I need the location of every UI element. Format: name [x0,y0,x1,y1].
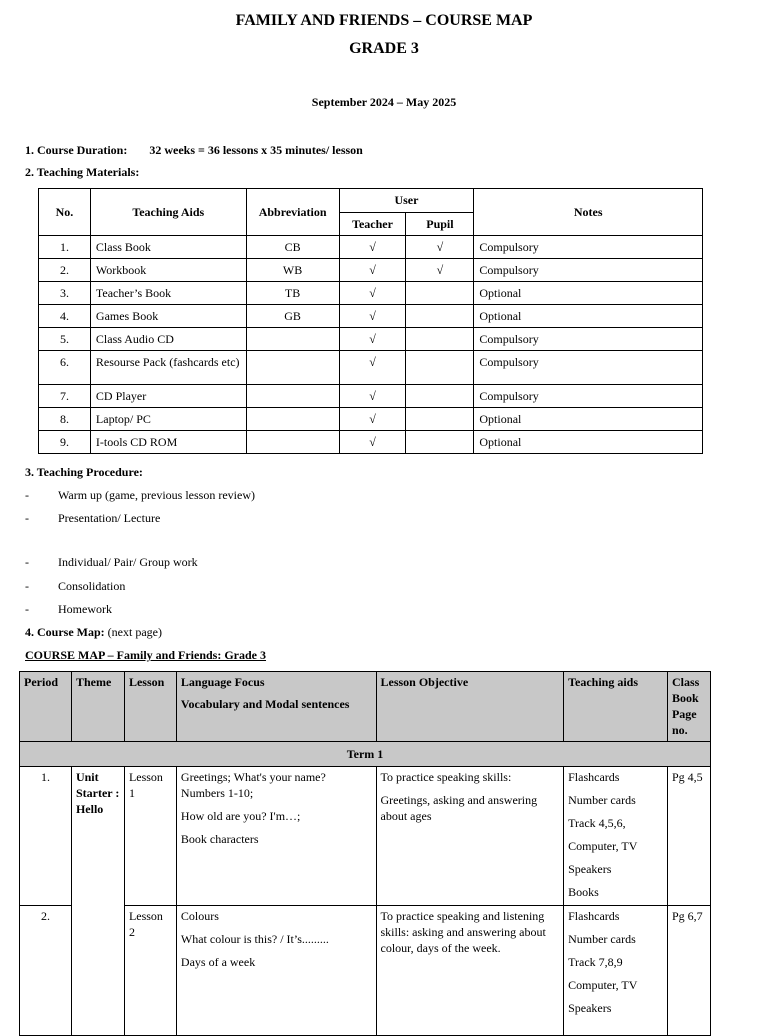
teacher-cell: √ [339,236,406,259]
pupil-cell [406,408,474,431]
teaching-procedure-label: 3. Teaching Procedure: [25,465,143,479]
teacher-cell: √ [339,385,406,408]
pupil-cell: √ [406,259,474,282]
aid-cell: Teacher’s Book [90,282,246,305]
procedure-item: - Presentation/ Lecture [25,511,161,525]
focus-cell: Greetings; What's your name? Numbers 1-10; How old are you? I'm…; Book characters [176,767,376,906]
teacher-cell: √ [339,431,406,454]
aid-cell: Class Audio CD [90,328,246,351]
pupil-cell [406,328,474,351]
course-map-table [19,671,711,1036]
course-duration-value: 32 weeks = 36 lessons x 35 minutes/ lesson [149,143,363,157]
col-language-focus-header: Language Focus Vocabulary and Modal sentences [176,672,376,742]
course-duration [25,143,363,158]
notes-cell: Compulsory [474,236,703,259]
objective-cell: To practice speaking skills: Greetings, asking and answering about ages [376,767,564,906]
teacher-cell: √ [339,408,406,431]
course-map-heading: COURSE MAP – Family and Friends: Grade 3 [25,648,267,662]
objective-cell: To practice speaking and listening skills: asking and answering about colour, days of the week. [376,906,564,1036]
focus-cell: Colours What colour is this? / It’s......... Days of a week [176,906,376,1036]
aid-cell: CD Player [90,385,246,408]
col-pupil-header: Pupil [406,213,474,236]
teacher-cell: √ [339,259,406,282]
abbreviation-cell: CB [246,236,339,259]
notes-cell: Compulsory [474,328,703,351]
procedure-item: - Individual/ Pair/ Group work [25,555,198,569]
notes-cell: Optional [474,282,703,305]
table-row [39,431,703,454]
teacher-cell: √ [339,305,406,328]
col-no-header: No. [39,189,91,236]
notes-cell: Optional [474,305,703,328]
abbreviation-cell [246,431,339,454]
col-lesson-objective-header: Lesson Objective [376,672,564,742]
school-year: September 2024 – May 2025 [311,95,457,109]
procedure-item: - Consolidation [25,579,126,593]
col-abbreviation-header: Abbreviation [246,189,339,236]
aid-cell: Games Book [90,305,246,328]
aid-cell: Workbook [90,259,246,282]
grade-heading: GRADE 3 [349,40,419,57]
document-title: FAMILY AND FRIENDS – COURSE MAP [235,12,533,29]
course-map-label: 4. Course Map: (next page) [25,625,162,639]
no-cell: 9. [39,431,91,454]
aids-cell: Flashcards Number cards Track 7,8,9 Computer, TV Speakers [564,906,668,1036]
period-cell: 1. [20,767,72,906]
abbreviation-cell [246,408,339,431]
notes-cell: Compulsory [474,259,703,282]
pupil-cell: √ [406,236,474,259]
theme-cell: Unit Starter : Hello [71,767,124,1036]
table-row [39,385,703,408]
no-cell: 8. [39,408,91,431]
abbreviation-cell [246,328,339,351]
table-row [20,767,711,906]
col-notes-header: Notes [474,189,703,236]
abbreviation-cell [246,385,339,408]
no-cell: 1. [39,236,91,259]
procedure-item: - Warm up (game, previous lesson review) [25,488,255,502]
pupil-cell [406,305,474,328]
no-cell: 3. [39,282,91,305]
teaching-materials-table [38,188,703,454]
aid-cell: Class Book [90,236,246,259]
col-user-header: User [339,189,474,213]
term-row: Term 1 [20,742,711,767]
abbreviation-cell: TB [246,282,339,305]
notes-cell: Optional [474,431,703,454]
aids-cell: Flashcards Number cards Track 4,5,6, Computer, TV Speakers Books [564,767,668,906]
table-row [39,236,703,259]
col-theme-header: Theme [71,672,124,742]
col-teaching-aids-header: Teaching aids [564,672,668,742]
page-cell: Pg 4,5 [667,767,710,906]
notes-cell: Optional [474,408,703,431]
table-row [39,328,703,351]
col-page-header: Class Book Page no. [667,672,710,742]
notes-cell: Compulsory [474,385,703,408]
abbreviation-cell [246,351,339,385]
no-cell: 6. [39,351,91,385]
page-cell: Pg 6,7 [667,906,710,1036]
abbreviation-cell: WB [246,259,339,282]
period-cell: 2. [20,906,72,1036]
pupil-cell [406,282,474,305]
notes-cell: Compulsory [474,351,703,385]
abbreviation-cell: GB [246,305,339,328]
teaching-materials-label: 2. Teaching Materials: [25,165,140,179]
teacher-cell: √ [339,328,406,351]
aid-cell: Resourse Pack (fashcards etc) [90,351,246,385]
teacher-cell: √ [339,351,406,385]
no-cell: 5. [39,328,91,351]
no-cell: 2. [39,259,91,282]
aid-cell: Laptop/ PC [90,408,246,431]
col-teacher-header: Teacher [339,213,406,236]
col-period-header: Period [20,672,72,742]
teacher-cell: √ [339,282,406,305]
table-row [39,351,703,385]
table-row [39,259,703,282]
procedure-item: - Homework [25,602,112,616]
pupil-cell [406,431,474,454]
table-row [39,408,703,431]
no-cell: 4. [39,305,91,328]
course-duration-label: 1. Course Duration: [25,143,128,157]
table-row [39,282,703,305]
table-row [39,305,703,328]
aid-cell: I-tools CD ROM [90,431,246,454]
lesson-cell: Lesson 1 [124,767,176,906]
col-teaching-aids-header: Teaching Aids [90,189,246,236]
lesson-cell: Lesson 2 [124,906,176,1036]
pupil-cell [406,385,474,408]
col-lesson-header: Lesson [124,672,176,742]
no-cell: 7. [39,385,91,408]
pupil-cell [406,351,474,385]
